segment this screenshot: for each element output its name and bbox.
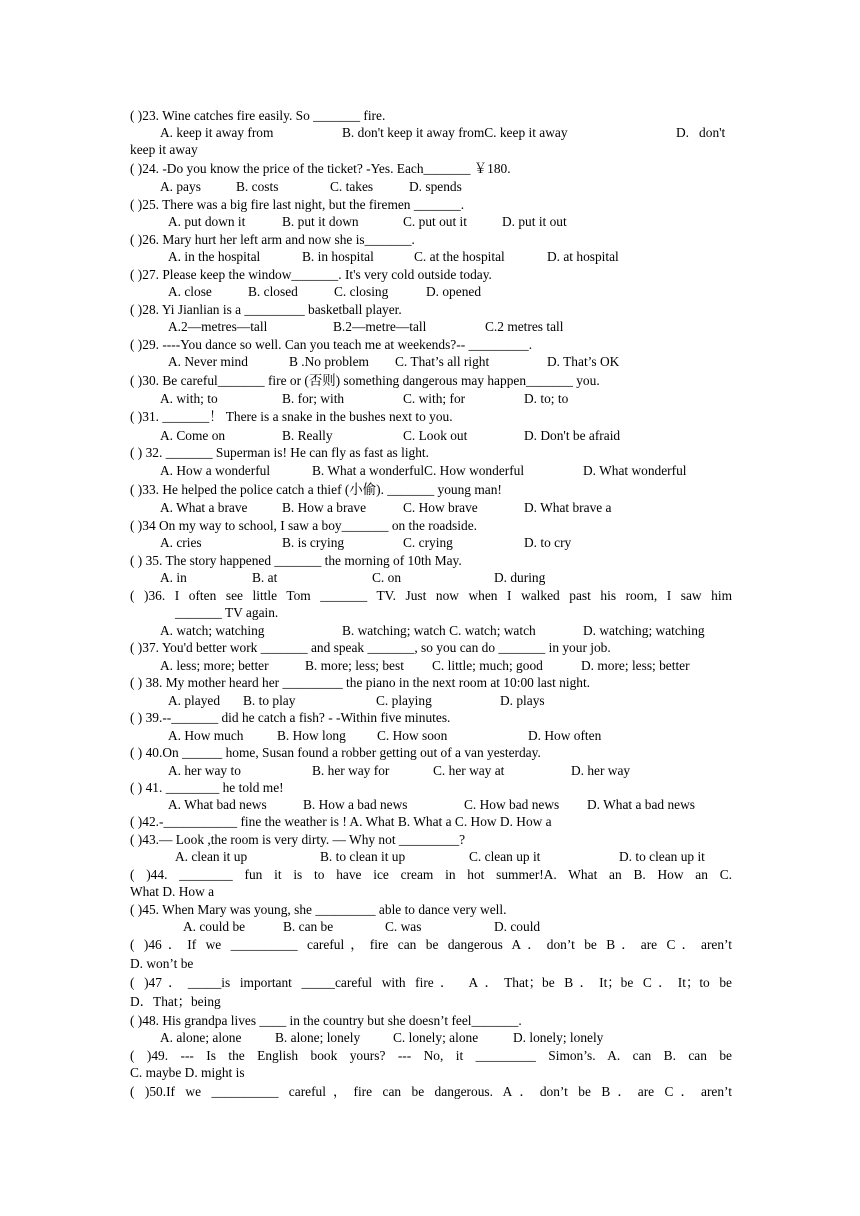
- answer-option: D. during: [494, 570, 546, 585]
- answer-option: C. clean up it: [469, 849, 541, 864]
- answer-option: A. her way to: [168, 763, 241, 778]
- question-line: ( )33. He helped the police catch a thief (小偷). _______ young man!: [130, 482, 502, 497]
- question-line: ( )31. _______！ There is a snake in the bushes next to you.: [130, 409, 453, 424]
- answer-option: A. pays: [160, 179, 201, 194]
- answer-option: B. put it down: [282, 214, 359, 229]
- answer-option: A. played: [168, 693, 221, 708]
- question-line: ( )37. You'd better work _______ and speak _______, so you can do _______ in your job.: [130, 640, 611, 655]
- answer-option: C. at the hospital: [414, 249, 505, 264]
- question-line: ( )34 On my way to school, I saw a boy_______ on the roadside.: [130, 518, 477, 533]
- question-line: ( )24. -Do you know the price of the ticket? -Yes. Each_______ ￥180.: [130, 161, 511, 176]
- answer-option: A. alone; alone: [160, 1030, 242, 1045]
- answer-option: A. with; to: [160, 391, 218, 406]
- answer-option: A. How much: [168, 728, 244, 743]
- answer-option: D. at hospital: [547, 249, 619, 264]
- question-line: ( )43.— Look ,the room is very dirty. — Why not _________?: [130, 832, 466, 847]
- answer-option: B. closed: [248, 284, 298, 299]
- question-line: D．That；being: [130, 994, 221, 1009]
- answer-option: A. cries: [160, 535, 202, 550]
- question-line: ( ) 38. My mother heard her _________ the piano in the next room at 10:00 last night.: [130, 675, 591, 690]
- answer-option: B. What a wonderfulC. How wonderful: [312, 463, 525, 478]
- question-line: ( )46．If we __________ careful，fire can be dangerous A．don’t be B．are C．aren’t: [130, 937, 732, 952]
- answer-option: C. playing: [376, 693, 432, 708]
- answer-option: B. watching; watch C. watch; watch: [342, 623, 536, 638]
- answer-option: D. don't: [676, 125, 726, 140]
- answer-option: B. to play: [243, 693, 296, 708]
- question-line: keep it away: [130, 142, 198, 157]
- answer-option: C. How bad news: [464, 797, 560, 812]
- answer-option: B. costs: [236, 179, 279, 194]
- answer-option: D. What a bad news: [587, 797, 695, 812]
- answer-option: A. put down it: [168, 214, 246, 229]
- question-line: ( )25. There was a big fire last night, but the firemen _______.: [130, 197, 465, 212]
- answer-option: C. closing: [334, 284, 389, 299]
- answer-option: A. What bad news: [168, 797, 267, 812]
- answer-option: C. That’s all right: [395, 354, 490, 369]
- answer-option: C. lonely; alone: [393, 1030, 479, 1045]
- answer-option: D. plays: [500, 693, 545, 708]
- answer-option: D. Don't be afraid: [524, 428, 621, 443]
- answer-option: B. to clean it up: [320, 849, 406, 864]
- answer-option: D. put it out: [502, 214, 567, 229]
- answer-option: B .No problem: [289, 354, 369, 369]
- answer-option: A. could be: [183, 919, 246, 934]
- answer-option: C. with; for: [403, 391, 466, 406]
- answer-option: A. Never mind: [168, 354, 248, 369]
- answer-option: A. in: [160, 570, 187, 585]
- answer-option: B. at: [252, 570, 278, 585]
- answer-option: B. more; less; best: [305, 658, 404, 673]
- question-line: ( ) 39.--_______ did he catch a fish? - -Within five minutes.: [130, 710, 451, 725]
- question-line: What D. How a: [130, 884, 215, 899]
- question-line: ( )49. --- Is the English book yours? --- No, it _________ Simon’s. A. can B. can be: [130, 1048, 732, 1063]
- question-line: ( )28. Yi Jianlian is a _________ basketball player.: [130, 302, 402, 317]
- question-line: D. won’t be: [130, 956, 194, 971]
- question-line: ( ) 40.On ______ home, Susan found a robber getting out of a van yesterday.: [130, 745, 541, 760]
- answer-option: B. alone; lonely: [275, 1030, 361, 1045]
- answer-option: D. to; to: [524, 391, 569, 406]
- question-line: ( )26. Mary hurt her left arm and now she is_______.: [130, 232, 415, 247]
- question-line: ( )47．_____is important _____careful with fire． A．That；be B．It；be C．It；to be: [130, 975, 732, 990]
- answer-option: D. her way: [571, 763, 631, 778]
- question-line: ( )44. ________ fun it is to have ice cream in hot summer!A. What an B. How an C.: [130, 867, 732, 882]
- answer-option: C. Look out: [403, 428, 468, 443]
- answer-option: D. more; less; better: [581, 658, 690, 673]
- answer-option: A. in the hospital: [168, 249, 261, 264]
- answer-option: B. can be: [283, 919, 334, 934]
- answer-option: A.2—metres—tall: [168, 319, 268, 334]
- answer-option: C. on: [372, 570, 402, 585]
- answer-option: C. put out it: [403, 214, 467, 229]
- answer-option: C.2 metres tall: [485, 319, 564, 334]
- answer-option: A. clean it up: [175, 849, 248, 864]
- answer-option: B. her way for: [312, 763, 390, 778]
- answer-option: B. for; with: [282, 391, 345, 406]
- question-line: ( ) 35. The story happened _______ the morning of 10th May.: [130, 553, 462, 568]
- answer-option: A. What a brave: [160, 500, 248, 515]
- answer-option: A. watch; watching: [160, 623, 265, 638]
- question-line: C. maybe D. might is: [130, 1065, 245, 1080]
- answer-option: D. What brave a: [524, 500, 612, 515]
- question-line: ( )23. Wine catches fire easily. So _______ fire.: [130, 108, 386, 123]
- question-line: ( ) 32. _______ Superman is! He can fly as fast as light.: [130, 445, 429, 460]
- answer-option: B. is crying: [282, 535, 345, 550]
- answer-option: D. opened: [426, 284, 482, 299]
- answer-option: D. How often: [528, 728, 602, 743]
- answer-option: B. in hospital: [302, 249, 374, 264]
- question-line: ( )30. Be careful_______ fire or (否则) something dangerous may happen_______ you.: [130, 373, 600, 388]
- answer-option: D. to cry: [524, 535, 572, 550]
- question-line: ( )45. When Mary was young, she _________ able to dance very well.: [130, 902, 507, 917]
- question-line: ( )36. I often see little Tom _______ TV. Just now when I walked past his room, I saw him: [130, 588, 732, 603]
- answer-option: A. keep it away from: [160, 125, 274, 140]
- answer-option: D. to clean up it: [619, 849, 705, 864]
- question-line: ( )29. ----You dance so well. Can you teach me at weekends?-- _________.: [130, 337, 533, 352]
- answer-option: A. less; more; better: [160, 658, 269, 673]
- question-line: ( ) 41. ________ he told me!: [130, 780, 284, 795]
- answer-option: D. spends: [409, 179, 462, 194]
- answer-option: D. That’s OK: [547, 354, 620, 369]
- answer-option: D. What wonderful: [583, 463, 687, 478]
- answer-option: C. How brave: [403, 500, 478, 515]
- answer-option: B. How long: [277, 728, 346, 743]
- question-line: ( )48. His grandpa lives ____ in the country but she doesn’t feel_______.: [130, 1013, 522, 1028]
- answer-option: B. How a brave: [282, 500, 367, 515]
- answer-option: A. Come on: [160, 428, 226, 443]
- answer-option: B. Really: [282, 428, 333, 443]
- answer-option: B. don't keep it away fromC. keep it away: [342, 125, 568, 140]
- question-line: ( )27. Please keep the window_______. It's very cold outside today.: [130, 267, 492, 282]
- answer-option: C. takes: [330, 179, 374, 194]
- answer-option: C. How soon: [377, 728, 448, 743]
- answer-option: B. How a bad news: [303, 797, 408, 812]
- answer-option: C. her way at: [433, 763, 505, 778]
- answer-option: C. little; much; good: [432, 658, 543, 673]
- answer-option: A. How a wonderful: [160, 463, 271, 478]
- answer-option: C. crying: [403, 535, 453, 550]
- answer-option: D. could: [494, 919, 541, 934]
- question-line: ( )42.-___________ fine the weather is ! A. What B. What a C. How D. How a: [130, 814, 552, 829]
- answer-option: A. close: [168, 284, 212, 299]
- question-line: ( )50.If we __________ careful，fire can be dangerous. A．don’t be B．are C．aren’t: [130, 1084, 732, 1099]
- answer-option: D. lonely; lonely: [513, 1030, 604, 1045]
- question-line: _______ TV again.: [175, 605, 279, 620]
- answer-option: B.2—metre—tall: [333, 319, 427, 334]
- answer-option: C. was: [385, 919, 422, 934]
- answer-option: D. watching; watching: [583, 623, 705, 638]
